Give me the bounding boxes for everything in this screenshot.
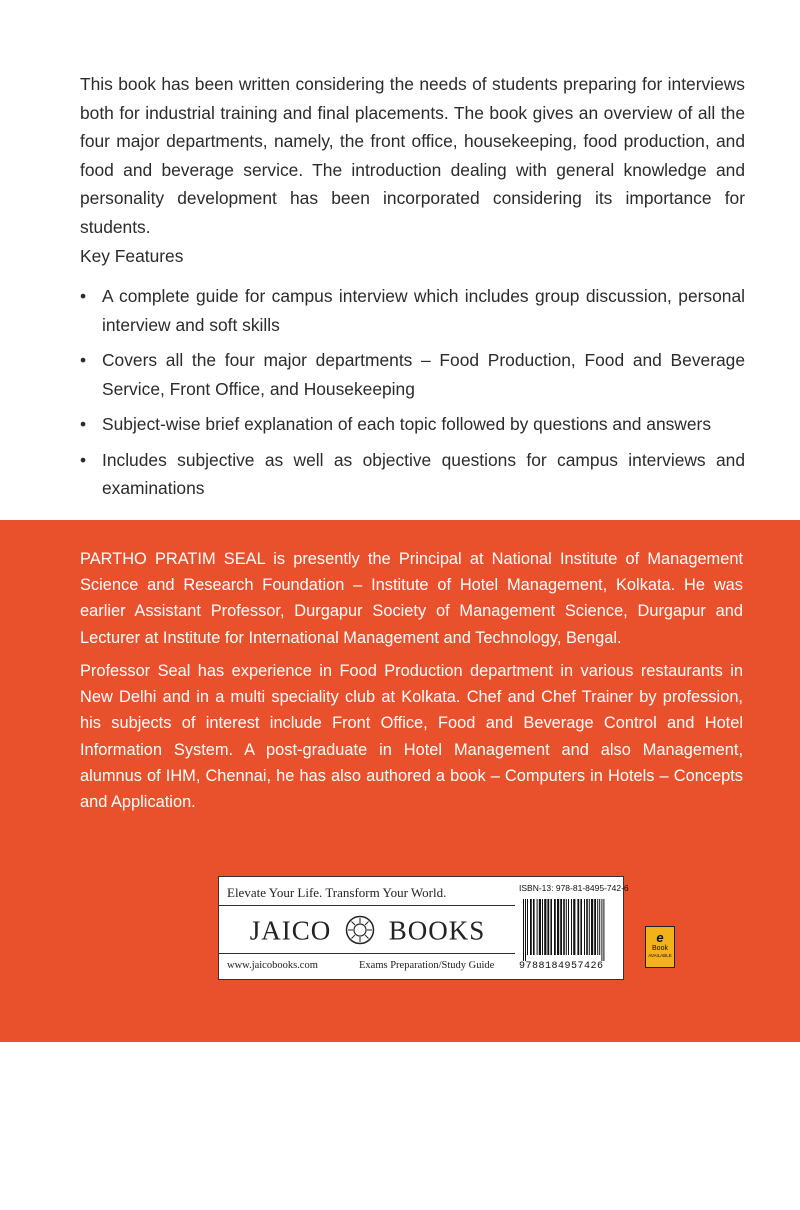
barcode-bar: [560, 899, 562, 955]
page-edge-mark: [797, 1140, 799, 1210]
barcode-number: 9788184957426: [519, 961, 604, 972]
sun-emblem-icon: [345, 915, 375, 952]
barcode-bar: [533, 899, 535, 955]
publisher-logo: [219, 915, 516, 952]
barcode-bar: [542, 899, 543, 955]
feature-text: A complete guide for campus interview which includes group discussion, personal interview and soft skills: [102, 286, 745, 335]
barcode-bar: [523, 899, 524, 961]
barcode-bar: [577, 899, 579, 955]
barcode-bar: [571, 899, 572, 955]
publisher-badge: [218, 876, 517, 980]
bullet-icon: •: [80, 449, 87, 470]
barcode-panel: [515, 876, 629, 980]
barcode-bar: [589, 899, 590, 955]
barcode-bar: [601, 899, 602, 961]
publisher-tagline: Elevate Your Life. Transform Your World.: [227, 885, 447, 900]
barcode-bar: [573, 899, 575, 955]
barcode-bar: [568, 899, 569, 955]
bullet-icon: •: [80, 350, 87, 370]
feature-text: Includes subjective as well as objective questions for campus interviews and examinations: [102, 449, 745, 498]
barcode-bar: [539, 899, 541, 955]
list-item: [80, 346, 745, 403]
ebook-word: Book: [652, 945, 668, 952]
book-category: Exams Preparation/Study Guide: [359, 960, 495, 971]
divider: [219, 953, 516, 954]
barcode-bar: [544, 899, 546, 955]
author-bio-paragraph: PARTHO PRATIM SEAL is presently the Principal at National Institute of Management Science and Research Foundation – Institute of Hotel Management, Kolkata. He was earlier Assistant Professor, Durgapur Society of Management Science, Durgapur and Lecturer at Institute for International Management and Technology, Bengal.: [80, 550, 743, 647]
barcode-bar: [554, 899, 556, 955]
barcode-bar: [586, 899, 588, 955]
list-item: [80, 282, 745, 339]
description-section: [0, 0, 800, 520]
feature-text: Subject-wise brief explanation of each topic followed by questions and answers: [102, 414, 712, 434]
barcode-bar: [537, 899, 538, 955]
barcode-bar: [547, 899, 549, 955]
ebook-available-badge: [645, 926, 675, 968]
barcode-bar: [530, 899, 532, 955]
feature-text: Covers all the four major departments – Food Production, Food and Beverage Service, Front Office, and Housekeeping: [102, 350, 745, 399]
barcode-bar: [597, 899, 598, 955]
isbn-label: ISBN-13: 978-81-8495-742-6: [519, 883, 629, 893]
key-features-list: [80, 282, 745, 510]
bullet-icon: •: [80, 286, 87, 306]
barcode-bar: [557, 899, 559, 955]
intro-paragraph: This book has been written considering the needs of students preparing for interviews both for industrial training and final placements. The book gives an overview of all the four major departments, namely, the front office, housekeeping, food production, and food and beverage service. The introduction dealing with general knowledge and personality development has been incorporated considering its importance for students.: [80, 74, 745, 237]
barcode-bar: [580, 899, 582, 955]
author-experience-paragraph: Professor Seal has experience in Food Production department in various restaurants in New Delhi and in a multi speciality club at Kolkata. Chef and Chef Trainer by profession, his subjects of interest include Front Office, Food and Beverage Control and Hotel Information System. A post-graduate in Hotel Management and also Management, alumnus of IHM, Chennai, he has also authored a book – Computers in Hotels – Concepts and Application.: [80, 662, 743, 812]
barcode-bar: [591, 899, 593, 955]
author-section: [0, 520, 800, 1042]
barcode-bar: [594, 899, 596, 955]
barcode-bar: [525, 899, 526, 961]
divider: [219, 905, 516, 906]
publisher-website: www.jaicobooks.com: [227, 960, 318, 971]
brand-right-text: BOOKS: [388, 915, 486, 946]
ebook-letter: e: [656, 930, 664, 945]
barcode-bar: [563, 899, 565, 955]
list-item: [80, 446, 745, 503]
bullet-icon: •: [80, 414, 87, 434]
barcode-bar: [584, 899, 585, 955]
barcode-bar: [603, 899, 604, 961]
barcode-graphic: [521, 899, 617, 961]
ebook-available-note: AVAILABLE: [648, 953, 672, 958]
barcode-bar: [527, 899, 528, 955]
barcode-bar: [599, 899, 600, 955]
list-item: [80, 410, 745, 439]
brand-left-text: JAICO: [249, 915, 332, 946]
key-features-heading: Key Features: [80, 246, 184, 266]
barcode-bar: [566, 899, 567, 955]
barcode-bar: [550, 899, 552, 955]
